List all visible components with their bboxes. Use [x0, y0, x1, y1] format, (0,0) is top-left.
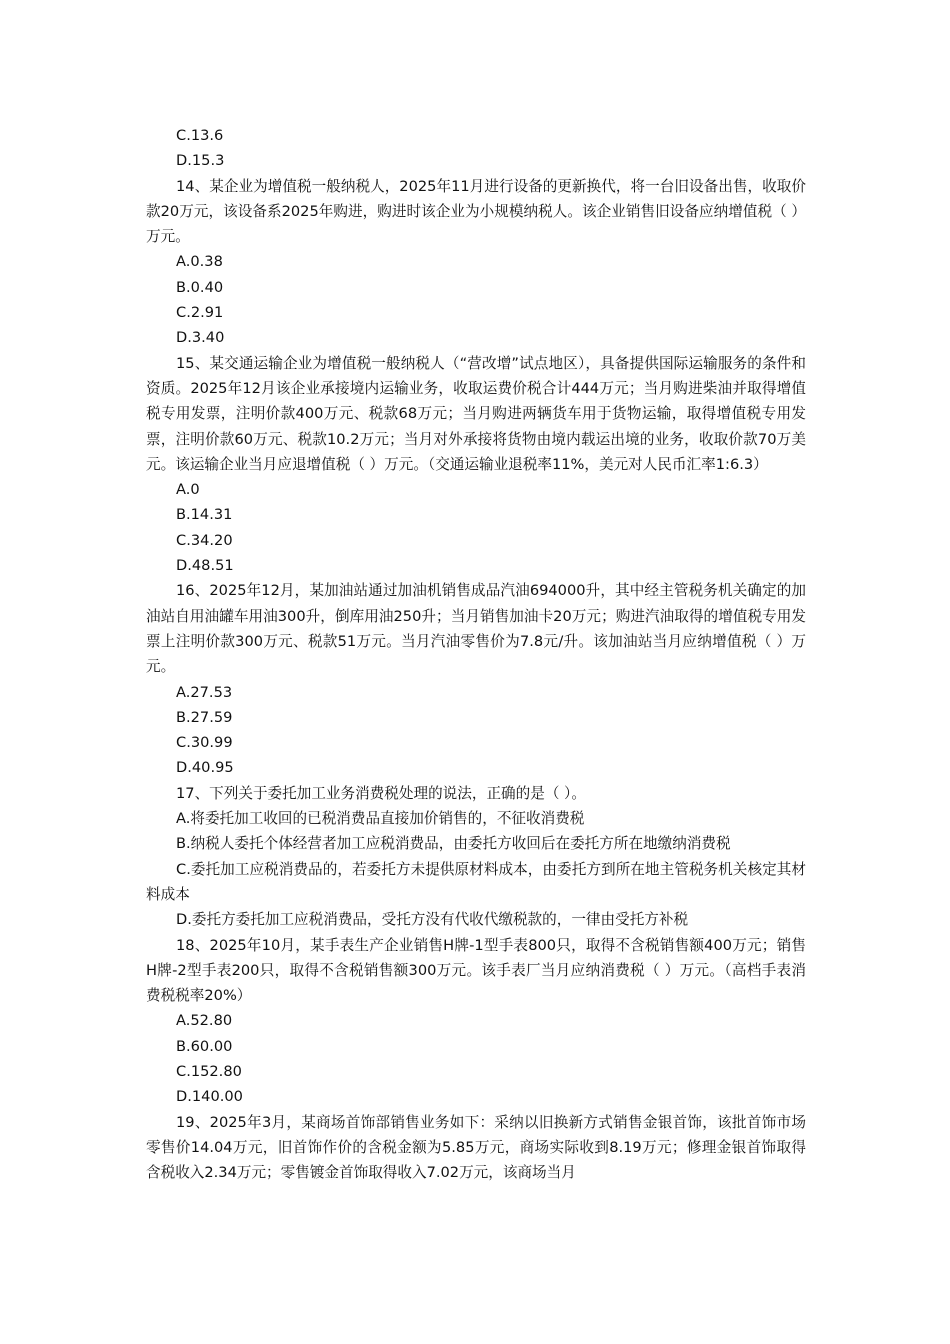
answer-option: D.40.95	[176, 759, 234, 777]
answer-option: A.0	[176, 481, 200, 499]
answer-option: B.60.00	[176, 1037, 233, 1055]
question-text: 15、某交通运输企业为增值税一般纳税人（“营改增”试点地区），具备提供国际运输服务的条件和资质。2025年12月该企业承接境内运输业务，收取运费价税合计444万元；当月购进柴油并取得增值税专用发票，注明价款400万元、税款68万元；当月购进两辆货车用于货物运输，取得增值税专用发票，注明价款60万元、税款10.2万元；当月对外承接将货物由境内载运出境的业务，收取价款70万美元。该运输企业当月应退增值税（ ）万元。（交通运输业退税率11%，美元对人民币汇率1:6.3）	[146, 354, 806, 473]
answer-option: C.152.80	[176, 1062, 242, 1080]
answer-option: D.48.51	[176, 557, 234, 575]
answer-option: A.27.53	[176, 683, 233, 701]
question-text: 14、某企业为增值税一般纳税人，2025年11月进行设备的更新换代，将一台旧设备出售，收取价款20万元，该设备系2025年购进，购进时该企业为小规模纳税人。该企业销售旧设备应纳增值税（ ）万元。	[146, 177, 806, 246]
answer-statement: B.纳税人委托个体经营者加工应税消费品，由委托方收回后在委托方所在地缴纳消费税	[176, 835, 731, 853]
answer-option: A.0.38	[176, 253, 223, 271]
document-body	[146, 123, 806, 1185]
answer-statement: C.委托加工应税消费品的，若委托方未提供原材料成本，由委托方到所在地主管税务机关核定其材料成本	[146, 860, 806, 903]
answer-statement: A.将委托加工收回的已税消费品直接加价销售的，不征收消费税	[176, 810, 585, 828]
answer-option: D.3.40	[176, 329, 225, 347]
answer-option: A.52.80	[176, 1012, 233, 1030]
answer-option: D.15.3	[176, 152, 225, 170]
answer-option: D.140.00	[176, 1088, 243, 1106]
answer-option: B.0.40	[176, 278, 224, 296]
answer-statement: D.委托方委托加工应税消费品，受托方没有代收代缴税款的，一律由受托方补税	[176, 911, 689, 929]
question-text: 19、2025年3月，某商场首饰部销售业务如下：采纳以旧换新方式销售金银首饰，该批首饰市场零售价14.04万元，旧首饰作价的含税金额为5.85万元，商场实际收到8.19万元；修理金银首饰取得含税收入2.34万元；零售镀金首饰取得收入7.02万元，该商场当月	[146, 1113, 806, 1182]
question-text: 18、2025年10月，某手表生产企业销售H牌-1型手表800只，取得不含税销售额400万元；销售H牌-2型手表200只，取得不含税销售额300万元。该手表厂当月应纳消费税（ ）万元。（高档手表消费税税率20%）	[146, 936, 806, 1005]
answer-option: C.34.20	[176, 531, 233, 549]
answer-option: C.13.6	[176, 127, 224, 144]
answer-option: B.14.31	[176, 506, 233, 524]
question-text: 16、2025年12月，某加油站通过加油机销售成品汽油694000升，其中经主管税务机关确定的加油站自用油罐车用油300升，倒库用油250升；当月销售加油卡20万元；购进汽油取得的增值税专用发票上注明价款300万元、税款51万元。当月汽油零售价为7.8元/升。该加油站当月应纳增值税（ ）万元。	[146, 582, 806, 676]
answer-option: C.30.99	[176, 734, 233, 752]
question-text: 17、下列关于委托加工业务消费税处理的说法，正确的是（ ）。	[176, 784, 586, 802]
answer-option: B.27.59	[176, 708, 233, 726]
answer-option: C.2.91	[176, 304, 224, 322]
